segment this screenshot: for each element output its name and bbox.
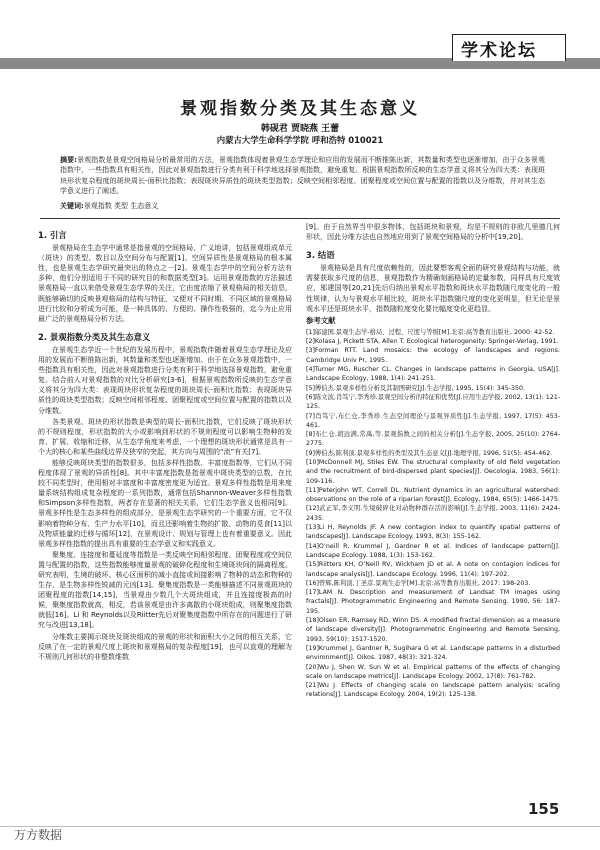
watermark: 万方数据 [14,828,63,842]
right-column [306,222,560,700]
conclusion-heading: 3. 结语 [306,250,335,261]
reference-item: [3]Forman RTT. Land mosaics: the ecology of landscapes and regions: Cambridge Univ Pr, 1995. [306,347,560,364]
reference-item: [21]Wu J. Effects of changing scale on landscape pattern analysis: scaling relations[J]. Landscape Ecology. 2004, 19(2): 125-138. [306,682,560,699]
article-title: 景观指数分类及其生态意义 [180,99,420,119]
journal-header-band [0,0,600,78]
keywords-text: 景观指数 类型 生态意义 [83,202,159,210]
abstract-divider [40,218,560,219]
paragraph: 聚集度、连接度和蔓延度等指数是一类反映空间相邻程度、团聚程度或空间位置与配置的指数，这些指数能够度量景观的破碎化程度和生境斑块间的隔离程度。研究表明，生境的破坏、核心区面积的减小直接或间接影响了物种的动态和物种的生存，是生物多样性锐减的元凶[13]。聚集度指数是一类能够描述不同景观斑块的团聚程度的指数[14,15]，当景观由少数几个大斑块组成，并且连接度极高的时候，聚集度指数就高，相反，若该景观是由许多离散的小斑块组成，则聚集度指数就低[16]。Li 和 Reynolds以及Riitter先后对聚集度指数中所存在的问题进行了研究与改进[13,18]。 [38,550,292,630]
paragraph-continued: [9]。由于自然界当中很多物体，包括斑块和景观，均是不规则的非欧几里德几何形状，因此分维方法也自然地应用到了景观空间格局的分析中[19,20]。 [306,223,560,242]
reference-item: [15]Riitters KH, O’Neill RV, Wickham JD et al. A note on contagion indices for landscape analysis[J]. Landscape Ecology. 1996, 11(4): 197-202. [306,561,560,578]
section-heading: 2. 景观指数分类及其生态意义 [38,331,151,342]
article-authors: 韩砚君 贾晓燕 王蕾 [260,124,340,134]
section-heading: 1. 引言 [38,230,67,240]
reference-item: [14]O’neill R, Krummel J, Gardner R et al. Indices of landscape pattern[J]. Landscape Ecology. 1988, 1(3): 153-162. [306,542,560,559]
paragraph: 分维数主要揭示斑块及斑块组成的景观的形状和面积大小之间的相互关系，它反映了在一定的景观尺度上斑块和景观格局的复杂程度[19]，也可以直观的理解为不规则几何形状的非整数维数 [38,632,292,661]
reference-item: [13]Li H, Reynolds JF. A new contagion index to quantify spatial patterns of landscapes[J]. Landscape Ecology. 1993, 8(3): 155-162. [306,524,560,541]
reference-item: [6]陈文波,肖笃宁,李秀珍.景观空间分析的特征和优势[J].应用生态学报, 2002, 13(1): 121-125. [306,393,560,411]
reference-item: [11]Peterjohn WT, Correll DL. Nutrient dynamics in an agricultural watershed: observations on the role of a riparian forest[J]. Ecology, 1984, 65(5): 1466-1475. [306,486,560,504]
paragraph: 在景观生态学近一个世纪的发展历程中，景观指数伴随着景观生态学理论及应用的发展而不断推陈出新，其数量和类型也逐渐增加。由于在众多景观指数中，一些指数具有相关性，因此对景观指数进行分类有利于科学地选择景观指数，避免重复。结合前人对景观指数的对比分析研究[3-6]，根据景观指数所反映的生态学意义将其分为四大类：表现斑块形状复杂程度的斑块周长-面积比指数；表现斑块异质性的斑块类型指数；反映空间相邻程度、团聚程度或空间位置与配置的指数以及分维数。 [38,345,292,415]
reference-list [306,328,560,700]
reference-item: [5]傅伯杰.景观多样性分析及其制图研究[J].生态学报, 1995, 15(4): 345-350. [306,384,526,392]
paragraph: 景观格局在生态学中通常是指景观的空间格局，广义地讲，包括景观组成单元（斑块）的类型、数目以及空间分布与配置[1]。空间异质性是景观格局的根本属性，也是景观生态学研究最突出的特点之一[2]。景观生态学中的空间分析方法有多种，他们分别适用于不同的研究目的和数据类型[3]。运用景观指数的方法描述景观格局一直以来借受景观生态学界的关注，它由度浓缩了景观格局的相关信息，既能够确切的反映景观格局的结构与特征，又便对不同时期、不同区域的景观格局进行比较和分析成为可能，是一种具体的、方便的、操作性极强的，迄今为止应用最广泛的景观格局分析方法。 [38,244,292,323]
abstract-label: 摘要: [60,156,77,164]
footer-divider [0,826,600,827]
abstract-text: 景观指数是景观空间格局分析最常用的方法，景观指数体现着景观生态学理论和应用的发展而不断推陈出新，其数量和类型也逐渐增加，由于众多景观指数中，一些指数具有相关性，因此对景观指数进行分类有利于科学地选择景观指数，避免重复。根据景观指数所反映的生态学意义将其分为四大类：表现斑块形状复杂程度的斑块周长-面积比指数；表现斑块异质性的斑块类型指数；反映空间相邻程度、团聚程度或空间位置与配置的指数以及分维数，并对其生态学意义进行了阐述。 [60,156,545,196]
reference-item: [17]LAM N. Description and measurement of Landsat TM images using fractals[J]. Photogrammetric Engineering and Remote Sensing. 1990, 56: 187-195. [306,589,560,615]
reference-item: [19]Krummel J, Gardner R, Sugihara G et al. Landscape patterns in a disturbed environment[J]. Oikos. 1987, 48(3): 321-324. [306,644,560,662]
conclusion-text: 景观格局是具有尺度依赖性的，因此要想客观全面的研究景观结构与功能，就需要获取多尺度的信息，景观指数作为精确刻画格局的定量参数，同样具有尺度效应，邬建国等[20,21]先后归纳出景观水平指数和斑块水平指数随尺度变化的一般性规律，认为与景观水平相比较，斑块水平指数随尺度的变化更明显，但无论是景观水平还是斑块水平，指数随粒度变化要比幅度变化更趋显。 [306,264,560,313]
reference-item: [7]肖笃宁,布仁仓,李秀珍.生态空间理论与景观异质性[J].生态学报, 1997, 17(5): 453-461. [306,412,560,429]
paragraph: 各类景观、斑块的形状指数是典型的周长-面积比指数，它们反映了斑块形状的不规则程度，形状指数的大小或影响到形状的不规则程度可以影响生物种的发育、扩展、收缩和迁移，从生态学角度来考虑，一个理想的斑块形状通常是具有一个大的核心和某些曲线边界及狭窄的突起，其方向与周围的“流”有关[7]。 [38,417,292,456]
reference-item: [12]武正军,李义明.生境破碎化对动物种群存活的影响[J].生态学报, 2003, 11(6): 2424-2435. [306,505,560,522]
reference-item: [20]Wu J, Shen W, Sun W et al. Empirical patterns of the effects of changing scale on landscape metrics[J]. Landscape Ecology. 2002, 17(8): 761-782. [306,663,560,680]
abstract [60,155,545,197]
keywords [60,201,545,211]
page-number: 155 [528,800,560,818]
reference-item: [9]傅伯杰,陈利顶.景观多样性的类型及其生态意义[J].地理学报, 1996, 51(5): 454-462. [306,449,553,457]
left-column [38,222,292,663]
reference-item: [18]Olsen ER, Ramsey RD, Winn DS. A modified fractal dimension as a measure of landscape diversity[J]. Photogrammetric Engineering and Remote Sensing, 1993, 59(10): 1517-1520. [306,617,560,643]
article-affiliation: 内蒙古大学生命科学学院 呼和浩特 010021 [216,135,384,145]
reference-item: [16]曾辉,陈利顶,丁圣彦.景观生态学[M].北京:高等教育出版社, 2017: 198-203. [306,579,531,587]
section-label: 学术论坛 [461,41,537,61]
references-heading: 参考文献 [306,315,336,325]
paragraph: 能够反映斑块类型的指数很多，包括多样性指数、丰富度指数等，它们从不同程度体现了景观的异质性[8]。其中丰富度指数是指景观中斑块类型的总数，在比较不同类型时，使用相对丰富度和丰富度密度更为适宜。景观多样性指数是用来度量系统结构组成复杂程度的一系列指数，通常包括Shannon-Weaver多样性指数和Simpson多样性指数，两者存在显著的相关关系，它们生态学意义也相同[9]。景观多样性是生态多样性的组成部分，是景观生态学研究的一个重要方面，它不仅影响着物种分布、生产力水平[10]，而且还影响着生物的扩散、动物的觅食[11]以及物质能量的迁移与循环[12]，在景观设计、规划与管理上也有着重要意义。因此景观多样性指数的提出具有重要的生态学意义和实践意义。 [38,458,292,548]
keywords-label: 关键词: [60,202,84,210]
reference-item: [8]布仁仓,胡远满,常禹,等.景观指数之间的相关分析[J].生态学报, 2005, 25(10): 2764-2775. [306,431,560,448]
reference-item: [4]Turner MG, Ruscher CL. Changes in landscape patterns in Georgia, USA[J]. Landscape Ecology, 1988, 1(4): 241-251. [306,366,560,383]
reference-item: [1]邬建国.景观生态学-格局、过程、尺度与等级[M].北京:高等教育出版社, 2000: 42-52. [306,328,555,336]
reference-item: [2]Kolasa J, Pickett STA, Allen T. Ecological heterogeneity: Springer-Verlag, 1991. [306,338,559,346]
reference-item: [10]McDonnell MJ, Stiles EW. The structural complexity of old field vegetation and the recruitment of bird-dispersed plant species[J]. Oecologia, 1983, 56(1): 109-116. [306,459,560,485]
